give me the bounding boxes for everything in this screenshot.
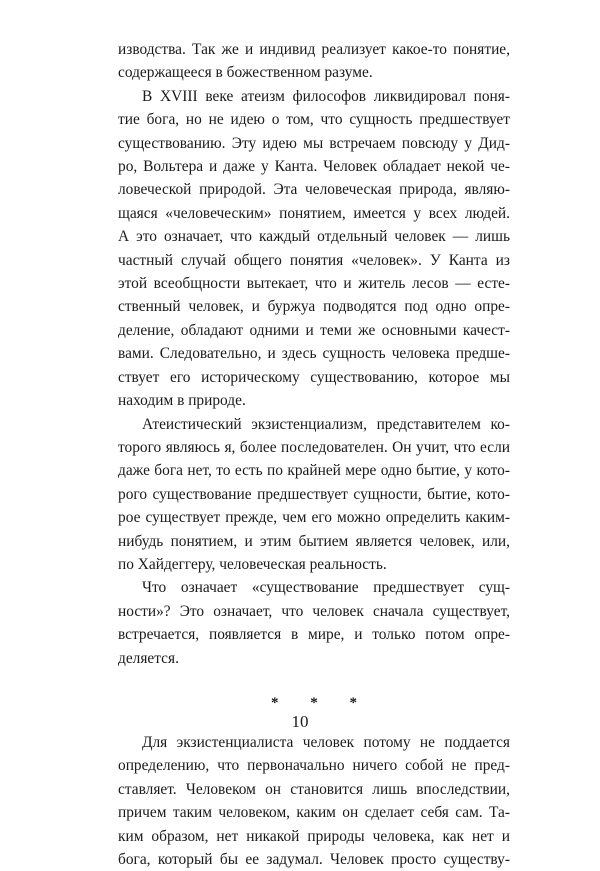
text-before-separator bbox=[118, 38, 510, 670]
text-line: деление, обладают одними и теми же основными качест- bbox=[118, 321, 510, 339]
page-number: 10 bbox=[291, 712, 309, 731]
text-line: бога, который бы ее задумал. Человек просто существу- bbox=[118, 851, 510, 868]
text-line: определению, что первоначально ничего собой не пред- bbox=[118, 757, 510, 775]
text-line: по Хайдеггеру, человеческая реальность. bbox=[118, 555, 387, 573]
text-line: встречается, появляется в мире, и только потом опре- bbox=[118, 626, 510, 644]
text-line: находим в природе. bbox=[118, 392, 246, 410]
text-line: частный случай общего понятия «человек». У Канта из bbox=[118, 251, 510, 269]
text-after-separator bbox=[118, 731, 510, 871]
text-line: рого существование предшествует сущности, бытие, кото- bbox=[118, 485, 510, 503]
paragraph bbox=[118, 731, 510, 871]
page-text-block bbox=[118, 38, 510, 871]
paragraph bbox=[118, 85, 510, 413]
text-line: этой всеобщности вытекает, что и житель лесов — есте- bbox=[118, 275, 510, 293]
text-line: Атеистический экзистенциализм, представителем ко- bbox=[142, 415, 510, 433]
text-line: ким образом, нет никакой природы человека, как нет и bbox=[118, 827, 510, 845]
section-separator: * * * bbox=[271, 694, 371, 711]
text-line: Для экзистенциалиста человек потому не поддается bbox=[142, 733, 510, 751]
text-line: торого являюсь я, более последователен. Он учит, что если bbox=[118, 438, 510, 456]
text-line: А это означает, что каждый отдельный человек — лишь bbox=[118, 228, 510, 246]
text-line: В XVIII веке атеизм философов ликвидировал поня- bbox=[142, 87, 510, 105]
text-line: ставляет. Человеком он становится лишь впоследствии, bbox=[118, 780, 510, 798]
text-line: нибудь понятием, и этим бытием является человек, или, bbox=[118, 532, 510, 550]
text-line: деляется. bbox=[118, 649, 179, 667]
text-line: даже бога нет, то есть по крайней мере одно бытие, у кото- bbox=[118, 462, 510, 480]
paragraph bbox=[118, 576, 510, 670]
text-line: ствует его историческому существованию, которое мы bbox=[118, 368, 510, 386]
text-line: содержащееся в божественном разуме. bbox=[118, 64, 373, 82]
text-line: ловеческой природой. Эта человеческая природа, являю- bbox=[118, 181, 510, 199]
text-line: Что означает «существование предшествует сущ- bbox=[142, 579, 510, 597]
text-line: изводства. Так же и индивид реализует какое-то понятие, bbox=[118, 41, 510, 58]
text-line: ственный человек, и буржуа подводятся под одно опре- bbox=[118, 298, 510, 316]
text-line: тие бога, но не идею о том, что сущность предшествует bbox=[118, 111, 510, 129]
text-line: щаяся «человеческим» понятием, имеется у всех людей. bbox=[118, 204, 510, 222]
text-line: ро, Вольтера и даже у Канта. Человек обладает некой че- bbox=[118, 158, 510, 176]
paragraph bbox=[118, 38, 510, 85]
text-line: существованию. Эту идею мы встречаем повсюду у Дид- bbox=[118, 134, 510, 152]
text-line: вами. Следовательно, и здесь сущность человека предше- bbox=[118, 345, 510, 363]
text-line: рое существует прежде, чем его можно определить каким- bbox=[118, 509, 510, 527]
text-line: ности»? Это означает, что человек сначала существует, bbox=[118, 602, 510, 620]
text-line: причем таким человеком, каким он сделает себя сам. Та- bbox=[118, 804, 510, 822]
paragraph bbox=[118, 413, 510, 577]
